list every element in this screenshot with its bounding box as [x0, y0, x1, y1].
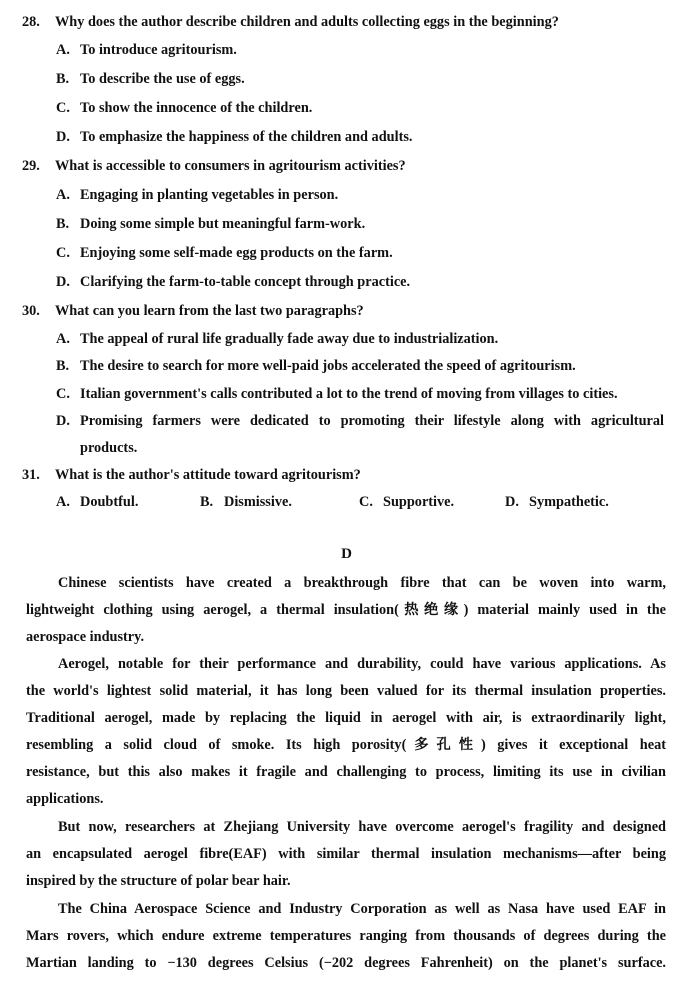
question-30-option-a [56, 330, 498, 348]
option-label: C. [56, 245, 70, 261]
option-label: A. [56, 187, 70, 203]
option-text: Dismissive. [224, 494, 292, 510]
passage-line: resembling a solid cloud of smoke. Its high porosity(多孔性) gives it exceptional heat [26, 737, 666, 753]
option-text: The appeal of rural life gradually fade away due to industrialization. [80, 331, 499, 347]
option-label: C. [359, 494, 373, 510]
passage-line: aerospace industry. [26, 629, 145, 645]
passage-line: the world's lightest solid material, it has long been valued for its thermal insulation properties. [26, 683, 666, 699]
question-number: 29. [22, 158, 40, 174]
question-29-option-b [56, 215, 365, 233]
option-label: D. [56, 129, 70, 145]
option-label: B. [56, 71, 70, 87]
question-28-option-d [56, 128, 412, 146]
option-text: To describe the use of eggs. [80, 71, 245, 87]
question-30-option-d-continued [80, 439, 137, 457]
question-number: 31. [22, 467, 40, 483]
question-29-option-c [56, 244, 393, 262]
passage-line: Chinese scientists have created a breakthrough fibre that can be woven into warm, [58, 575, 666, 591]
question-30 [22, 302, 364, 320]
question-text: Why does the author describe children and adults collecting eggs in the beginning? [55, 14, 559, 30]
question-31-option-b [200, 493, 292, 511]
question-29-option-a [56, 186, 338, 204]
question-text: What can you learn from the last two paragraphs? [55, 303, 364, 319]
option-label: B. [200, 494, 214, 510]
option-label: D. [505, 494, 519, 510]
option-text: To show the innocence of the children. [80, 100, 313, 116]
question-28-option-c [56, 99, 312, 117]
passage-line: Martian landing to −130 degrees Celsius (−202 degrees Fahrenheit) on the planet's surface. [26, 955, 666, 971]
question-29 [22, 157, 406, 175]
question-31-option-d [505, 493, 609, 511]
option-label: A. [56, 42, 70, 58]
passage-line: applications. [26, 791, 104, 807]
option-text-continued: products. [80, 440, 138, 456]
option-label: C. [56, 386, 70, 402]
option-text: Supportive. [383, 494, 455, 510]
passage-line: lightweight clothing using aerogel, a thermal insulation(热绝缘) material mainly used in the [26, 602, 666, 618]
option-text: Sympathetic. [529, 494, 609, 510]
option-text: Doing some simple but meaningful farm-work. [80, 216, 366, 232]
question-text: What is accessible to consumers in agritourism activities? [55, 158, 406, 174]
question-31-option-a [56, 493, 138, 511]
option-label: D. [56, 274, 70, 290]
section-heading: D [341, 546, 352, 562]
passage-line: an encapsulated aerogel fibre(EAF) with similar thermal insulation mechanisms—after being [26, 846, 666, 862]
passage-line: Traditional aerogel, made by replacing the liquid in aerogel with air, is extraordinarily light, [26, 710, 666, 726]
question-text: What is the author's attitude toward agritourism? [55, 467, 361, 483]
question-28 [22, 13, 559, 31]
passage-line: resistance, but this also makes it fragile and challenging to process, limiting its use in civilian [26, 764, 666, 780]
question-28-option-b [56, 70, 245, 88]
option-label: D. [56, 413, 70, 429]
option-label: A. [56, 494, 70, 510]
option-text: To introduce agritourism. [80, 42, 237, 58]
passage-line: inspired by the structure of polar bear hair. [26, 873, 291, 889]
question-30-option-d [56, 412, 664, 430]
option-text: Enjoying some self-made egg products on the farm. [80, 245, 393, 261]
option-text: To emphasize the happiness of the children and adults. [80, 129, 413, 145]
question-28-option-a [56, 41, 237, 59]
question-31-options [56, 493, 656, 511]
option-label: B. [56, 358, 70, 374]
option-text: Italian government's calls contributed a lot to the trend of moving from villages to cities. [80, 386, 618, 402]
option-text: The desire to search for more well-paid jobs accelerated the speed of agritourism. [80, 358, 576, 374]
option-label: B. [56, 216, 70, 232]
passage-line: But now, researchers at Zhejiang University have overcome aerogel's fragility and designed [58, 819, 666, 835]
question-31-option-c [359, 493, 454, 511]
option-text: Clarifying the farm-to-table concept through practice. [80, 274, 411, 290]
passage-line: Mars rovers, which endure extreme temperatures ranging from thousands of degrees during the [26, 928, 666, 944]
question-number: 28. [22, 14, 40, 30]
question-29-option-d [56, 273, 410, 291]
passage-line: The China Aerospace Science and Industry Corporation as well as Nasa have used EAF in [58, 901, 666, 917]
option-text: Promising farmers were dedicated to promoting their lifestyle along with agricultural [80, 413, 664, 429]
question-30-option-c [56, 385, 618, 403]
option-text: Doubtful. [80, 494, 139, 510]
option-text: Engaging in planting vegetables in person. [80, 187, 339, 203]
passage-line: Aerogel, notable for their performance and durability, could have various applications. As [58, 656, 666, 672]
question-31 [22, 466, 361, 484]
option-label: A. [56, 331, 70, 347]
question-number: 30. [22, 303, 40, 319]
option-label: C. [56, 100, 70, 116]
question-30-option-b [56, 357, 576, 375]
